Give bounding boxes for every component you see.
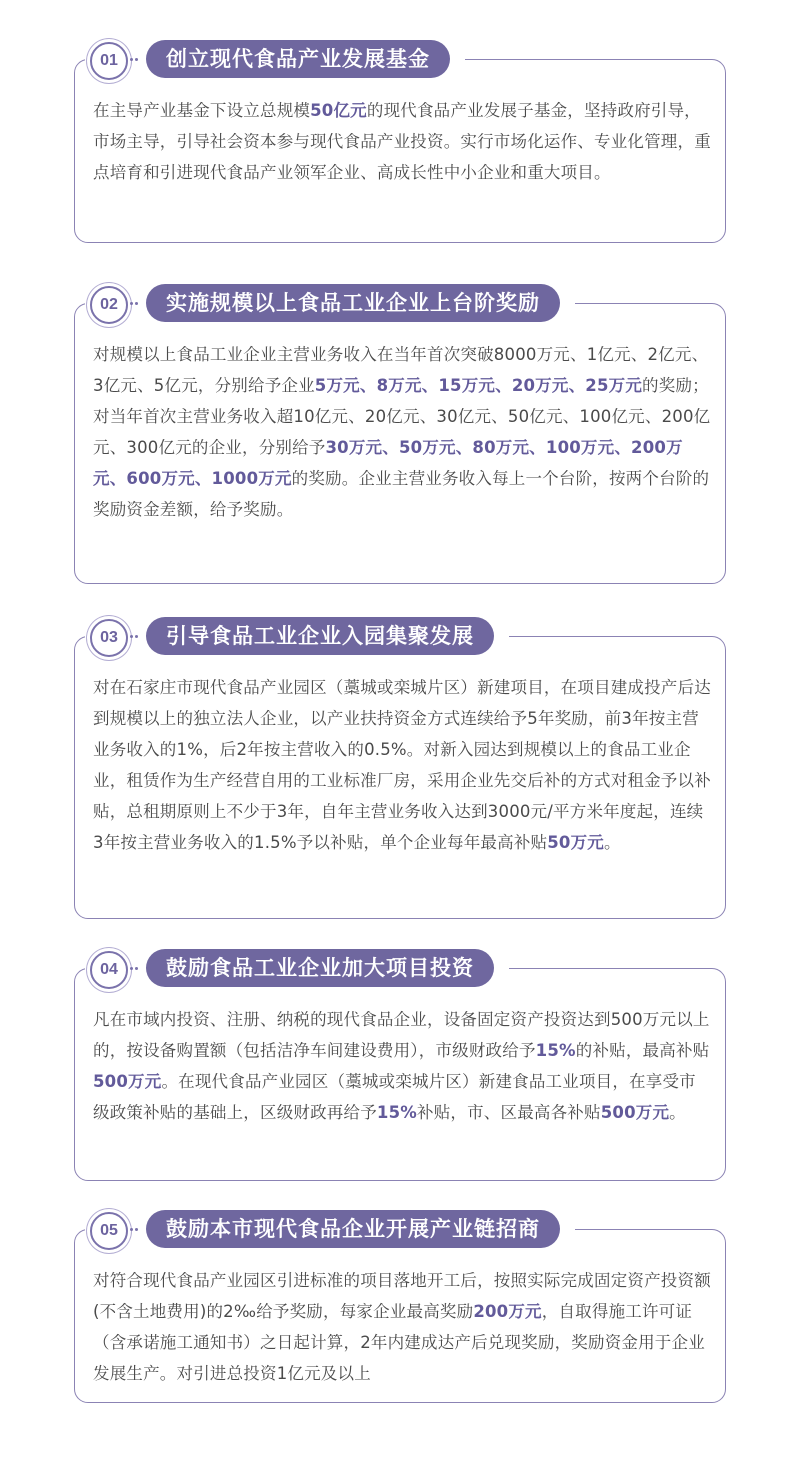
section-01 bbox=[74, 40, 726, 243]
section-number-badge: 04 bbox=[90, 951, 128, 989]
section-box bbox=[74, 303, 726, 584]
section-box bbox=[74, 59, 726, 243]
dots-connector bbox=[130, 967, 142, 971]
section-box bbox=[74, 636, 726, 919]
body-segment: 在主导产业基金下设立总规模 bbox=[93, 101, 311, 120]
dots-connector bbox=[130, 635, 142, 639]
section-title: 实施规模以上食品工业企业上台阶奖励 bbox=[146, 284, 560, 322]
body-segment: ，自取得施工许可证（含承诺施工通知书）之日起计算，2年内建成达产后兑现奖励，奖励资金用于企业发展生产。对引进总投资1亿元及以上 bbox=[93, 1302, 705, 1383]
body-segment: 的奖励。企业主营业务收入每上一个台阶，按两个台阶的奖励资金差额，给予奖励。 bbox=[93, 469, 710, 519]
section-03 bbox=[74, 617, 726, 919]
section-number-badge: 05 bbox=[90, 1212, 128, 1250]
body-segment: 。 bbox=[669, 1103, 686, 1122]
section-title: 鼓励本市现代食品企业开展产业链招商 bbox=[146, 1210, 560, 1248]
section-05 bbox=[74, 1210, 726, 1403]
dots-connector bbox=[130, 1228, 142, 1232]
section-number-badge: 01 bbox=[90, 42, 128, 80]
body-segment: 的补贴，最高补贴 bbox=[575, 1041, 710, 1060]
body-segment: 。 bbox=[603, 833, 621, 852]
section-number-badge: 03 bbox=[90, 619, 128, 657]
body-segment: 的现代食品产业发展子基金，坚持政府引导，市场主导，引导社会资本参与现代食品产业投资。实行市场化运作、专业化管理，重点培育和引进现代食品产业领军企业、高成长性中小企业和重大项目。 bbox=[93, 101, 711, 182]
highlight-amount: 500万元 bbox=[600, 1103, 670, 1122]
section-number-badge: 02 bbox=[90, 286, 128, 324]
body-segment: 对在石家庄市现代食品产业园区（藁城或栾城片区）新建项目，在项目建成投产后达到规模以上的独立法人企业，以产业扶持资金方式连续给予5年奖励，前3年按主营业务收入的1%，后2年按主营收入的0.5%。对新入园达到规模以上的食品工业企业，租赁作为生产经营自用的工业标准厂房，采用企业先交后补的方式对租金予以补贴，总租期原则上不少于3年，自年主营业务收入达到3000元/平方米年度起，连续3年按主营业务收入的1.5%予以补贴，单个企业每年最高补贴 bbox=[93, 678, 711, 852]
section-body bbox=[93, 339, 711, 525]
highlight-amount: 200万元 bbox=[473, 1302, 542, 1321]
section-04 bbox=[74, 949, 726, 1181]
section-body bbox=[93, 1004, 711, 1128]
body-segment: 凡在市域内投资、注册、纳税的现代食品企业，设备固定资产投资达到500万元以上的，按设备购置额（包括洁净车间建设费用），市级财政给予 bbox=[93, 1010, 710, 1060]
section-body bbox=[93, 672, 711, 858]
body-segment: 对规模以上食品工业企业主营业务收入在当年首次突破8000万元、1亿元、2亿元、3亿元、5亿元，分别给予企业 bbox=[93, 345, 709, 395]
section-title: 鼓励食品工业企业加大项目投资 bbox=[146, 949, 494, 987]
section-02 bbox=[74, 284, 726, 584]
highlight-amount: 500万元 bbox=[93, 1072, 162, 1091]
section-box bbox=[74, 1229, 726, 1403]
dots-connector bbox=[130, 58, 142, 62]
highlight-amount: 15% bbox=[376, 1103, 417, 1122]
body-segment: 。在现代食品产业园区（藁城或栾城片区）新建食品工业项目，在享受市级政策补贴的基础上，区级财政再给予 bbox=[93, 1072, 696, 1122]
section-title: 创立现代食品产业发展基金 bbox=[146, 40, 450, 78]
body-segment: 的奖励；对当年首次主营业务收入超10亿元、20亿元、30亿元、50亿元、100亿元、200亿元、300亿元的企业，分别给予 bbox=[93, 376, 711, 457]
highlight-amount: 50万元 bbox=[547, 833, 604, 852]
highlight-amount: 5万元、8万元、15万元、20万元、25万元 bbox=[314, 376, 643, 395]
section-title: 引导食品工业企业入园集聚发展 bbox=[146, 617, 494, 655]
body-segment: 对符合现代食品产业园区引进标准的项目落地开工后，按照实际完成固定资产投资额(不含土地费用)的2‰给予奖励，每家企业最高奖励 bbox=[93, 1271, 711, 1321]
section-body bbox=[93, 1265, 711, 1389]
section-body bbox=[93, 95, 711, 188]
highlight-amount: 15% bbox=[535, 1041, 576, 1060]
section-box bbox=[74, 968, 726, 1181]
highlight-amount: 50亿元 bbox=[310, 101, 367, 120]
body-segment: 补贴，市、区最高各补贴 bbox=[417, 1103, 601, 1122]
dots-connector bbox=[130, 302, 142, 306]
highlight-amount: 30万元、50万元、80万元、100万元、200万元、600万元、1000万元 bbox=[93, 438, 683, 488]
